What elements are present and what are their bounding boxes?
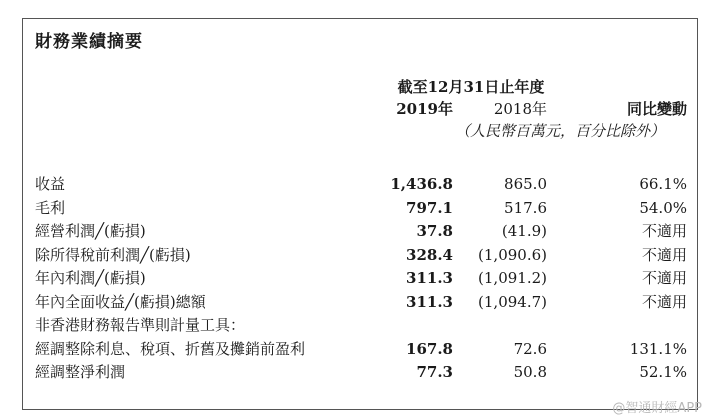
value-change: 54.0% (639, 198, 687, 217)
period-header: 截至12月31日止年度 (397, 78, 545, 96)
row-label: 除所得稅前利潤╱(虧損) (35, 245, 191, 264)
row-label: 毛利 (35, 198, 66, 217)
value-2019: 311.3 (406, 269, 453, 287)
summary-table (23, 173, 697, 385)
value-2019: 311.3 (406, 292, 453, 311)
value-2018: 50.8 (513, 363, 547, 381)
value-change: 131.1% (629, 339, 687, 358)
value-2018: (1,094.7) (478, 292, 547, 311)
value-2018: 72.6 (513, 339, 547, 358)
value-change: 不適用 (641, 269, 687, 287)
value-2019: 328.4 (406, 245, 453, 264)
table-row (23, 244, 697, 268)
table-row-section-header (23, 314, 697, 338)
value-2018: (1,091.2) (478, 269, 547, 287)
value-change: 不適用 (641, 292, 687, 311)
table-row (23, 291, 697, 315)
unit-note: （人民幣百萬元，百分比除外） (454, 122, 665, 140)
value-2018: (41.9) (501, 222, 547, 240)
row-label: 年內全面收益╱(虧損)總額 (35, 292, 206, 311)
row-label: 經營利潤╱(虧損) (35, 222, 146, 240)
table-row (23, 197, 697, 221)
watermark: @智通財經APP (612, 401, 702, 416)
value-change: 不適用 (641, 222, 687, 240)
column-header-2019: 2019年 (396, 100, 453, 118)
financial-summary-panel (22, 18, 698, 410)
table-row (23, 338, 697, 362)
value-change: 66.1% (639, 175, 687, 193)
value-change: 不適用 (641, 245, 687, 264)
value-2018: 517.6 (504, 198, 547, 217)
column-header-2018: 2018年 (493, 100, 547, 118)
page-title: 財務業績摘要 (35, 32, 143, 52)
value-2019: 797.1 (406, 198, 453, 217)
column-header-change: 同比變動 (626, 100, 687, 118)
value-change: 52.1% (639, 363, 687, 381)
row-label: 年內利潤╱(虧損) (35, 269, 146, 287)
value-2018: 865.0 (504, 175, 547, 193)
row-label: 收益 (35, 175, 66, 193)
value-2019: 167.8 (406, 339, 453, 358)
value-2018: (1,090.6) (478, 245, 547, 264)
table-row (23, 267, 697, 291)
value-2019: 77.3 (416, 363, 453, 381)
row-label: 經調整淨利潤 (35, 363, 126, 381)
value-2019: 1,436.8 (390, 175, 453, 193)
row-label: 經調整除利息、稅項、折舊及攤銷前盈利 (35, 339, 306, 358)
table-row (23, 220, 697, 244)
row-label: 非香港財務報告準則計量工具： (35, 316, 246, 334)
table-row (23, 173, 697, 197)
table-row (23, 361, 697, 385)
value-2019: 37.8 (416, 222, 453, 240)
